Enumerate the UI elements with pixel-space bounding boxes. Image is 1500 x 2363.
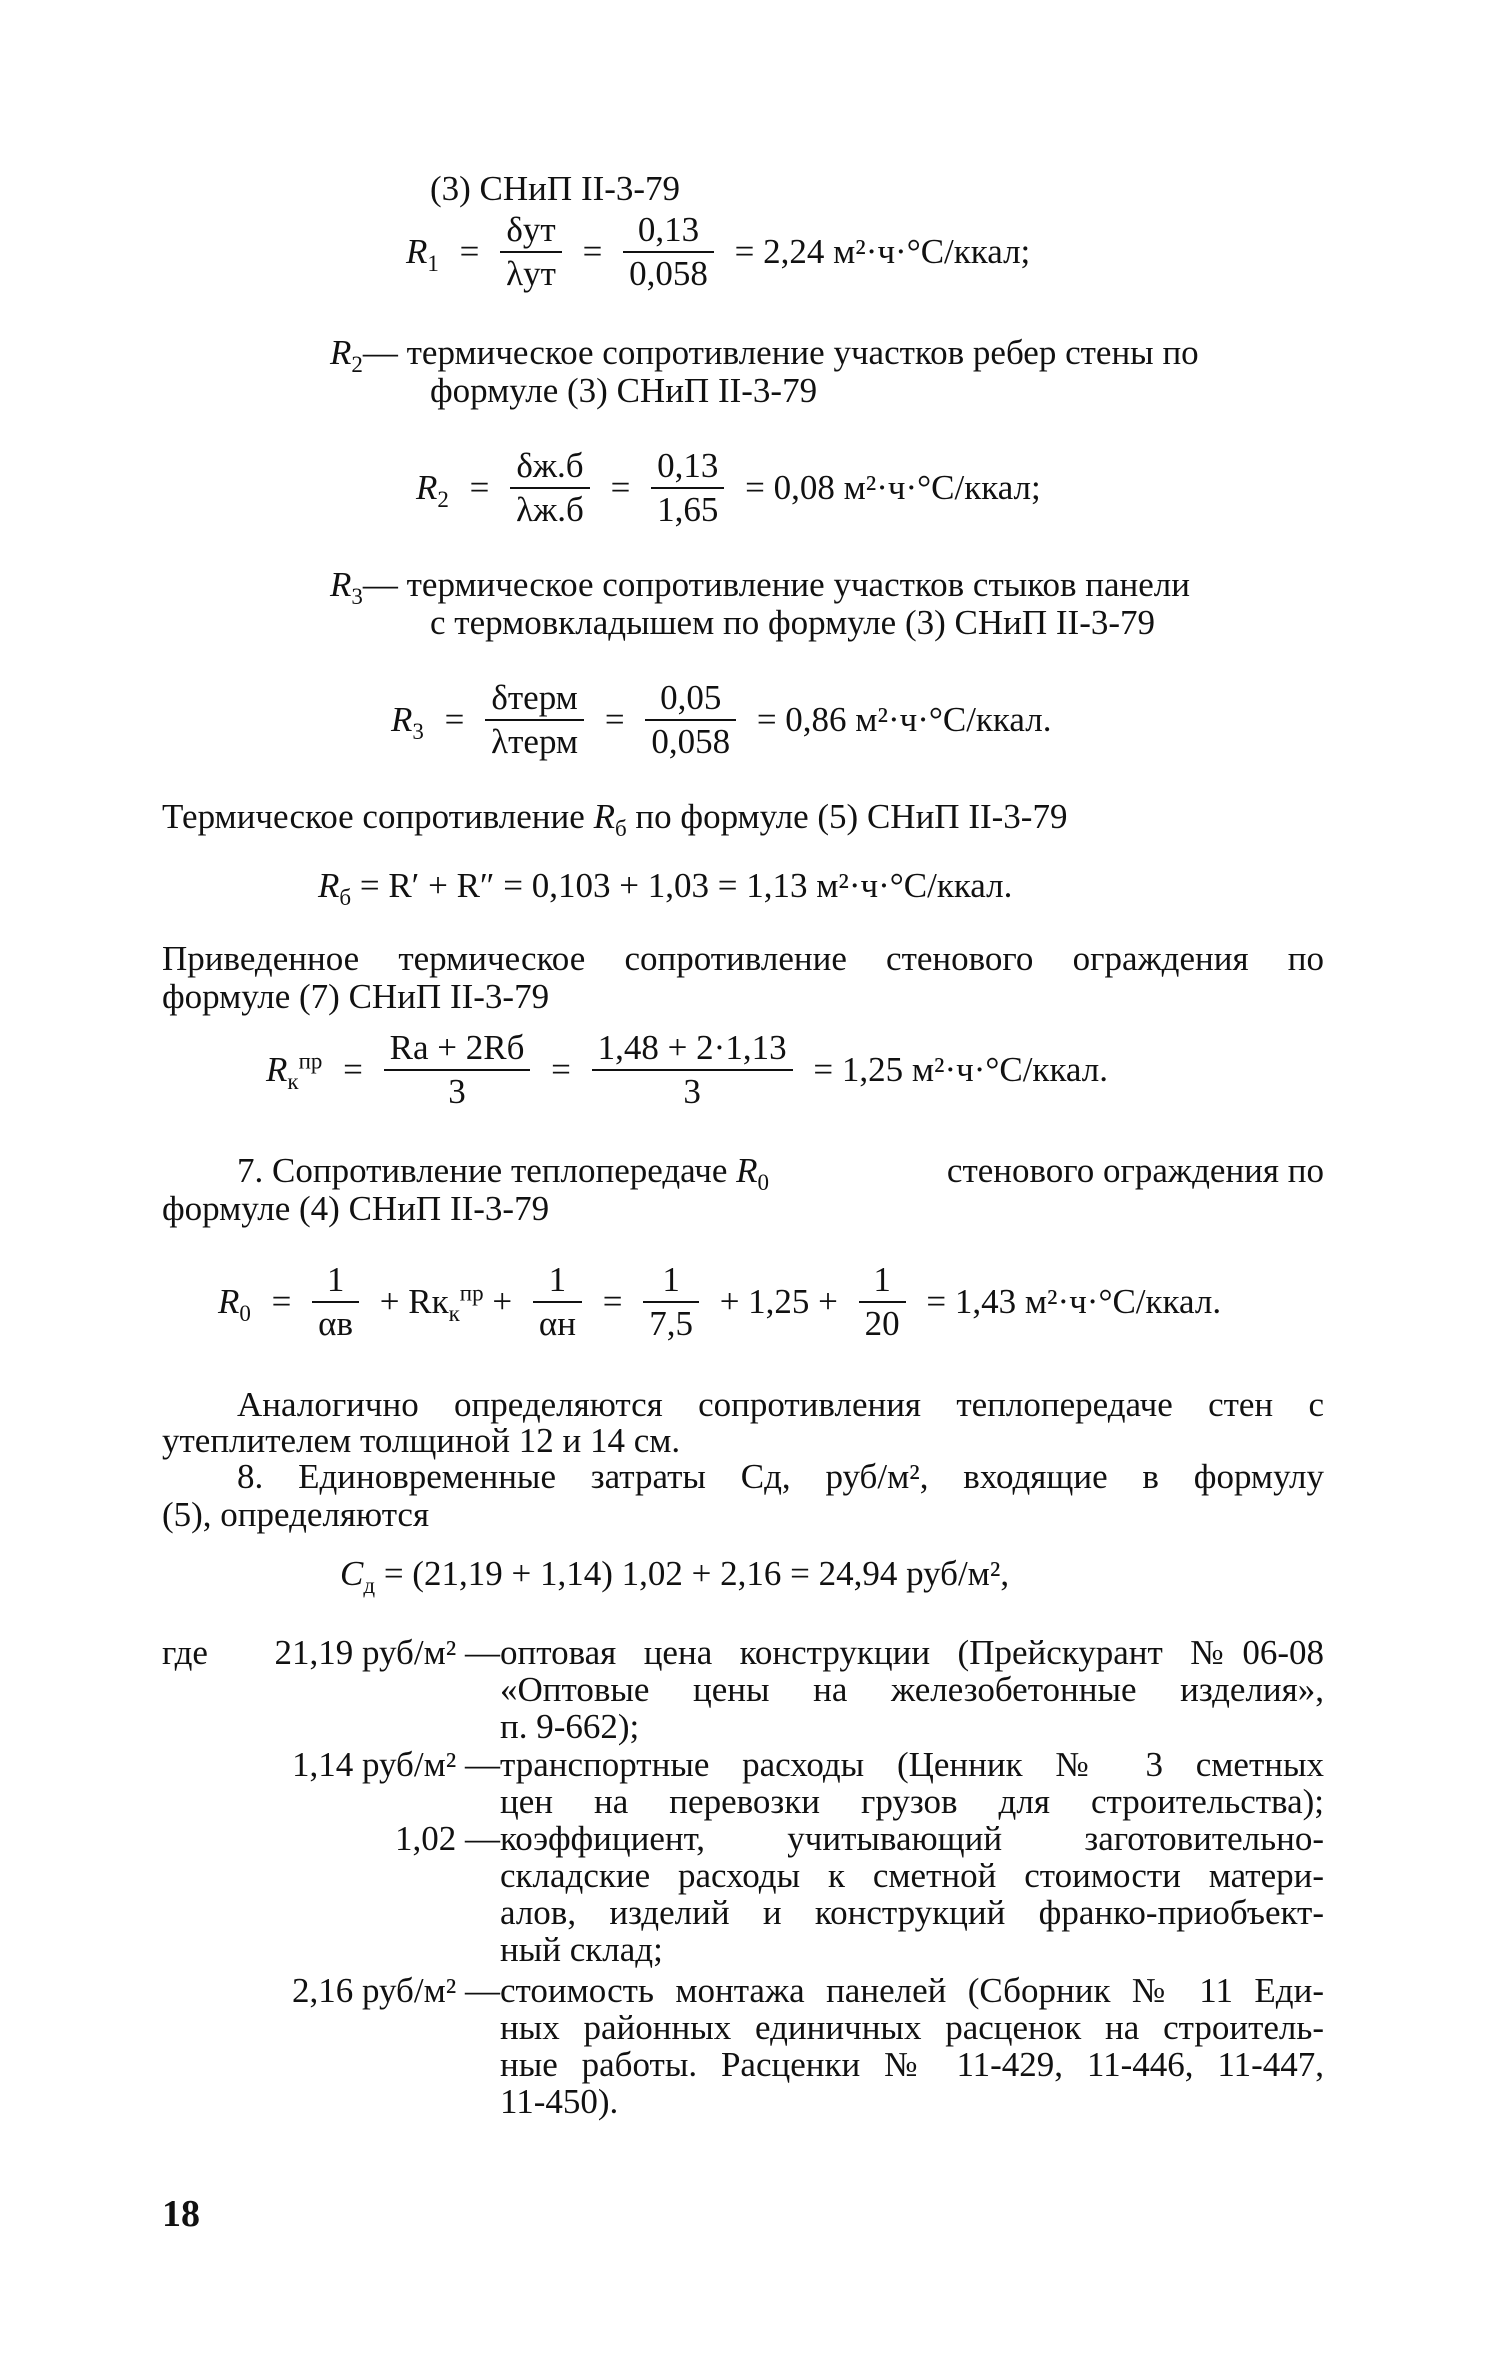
paragraph-7: 7. Сопротивление теплопередаче $R_0$ стенового ограждения по xyxy=(237,1151,1324,1195)
result: = (21,19 + 1,14) 1,02 + 2,16 = 24,94 руб/м², xyxy=(383,1554,1010,1593)
numerator: δут xyxy=(500,212,562,253)
result: = 0,86 м²·ч·°С/ккал. xyxy=(756,700,1052,739)
denominator: 0,058 xyxy=(651,722,731,761)
where-term: 2,16 руб/м² — xyxy=(291,1971,500,2010)
result: = 0,08 м²·ч·°С/ккал; xyxy=(745,468,1041,507)
text-line: утеплителем толщиной 12 и 14 см. xyxy=(162,1421,681,1460)
definition-text: — термическое сопротивление участков стыков панели xyxy=(362,565,1190,604)
where-desc: коэффициент, учитывающий заготовительно- складские расходы к сметной стоимости матери- алов, изделий и конструкций франко-приобъект- ный склад; xyxy=(500,1819,1324,1969)
formula-rk: $R_к^{пр}$ = $\frac{Rа + 2Rб}{3}$ = $\frac{1,48 + 2\cdot 1,13}{3}$ = 1,25 м²·ч·°С/ккал. xyxy=(266,1028,1108,1111)
where-desc: оптовая цена конструкции (Прейскурант №06-08 «Оптовые цены на железобетонные изделия», п. 9-662); xyxy=(500,1633,1324,1746)
denominator: λж.б xyxy=(516,490,584,529)
denominator: 3 xyxy=(683,1072,701,1111)
subscript: 1 xyxy=(427,251,439,276)
numerator: Rа + 2Rб xyxy=(384,1030,531,1071)
denominator: 1,65 xyxy=(657,490,719,529)
page-number: 18 xyxy=(162,2193,200,2235)
formula-rb: $R_б = R' + R'' = 0,103 + 1,03 = 1,13$ м²·ч·°С/ккал. xyxy=(318,866,1013,910)
formula-r0: $R_0$ = $\frac{1}{\alpha в}$ + $Rк_к^{пр}$ + $\frac{1}{\alpha н}$ = $\frac{1}{7,5}$ + 1,25 + $\frac{1}{20}$ = 1,43 м²·ч·°С/ккал. xyxy=(218,1260,1222,1343)
paragraph-8: 8. Единовременные затраты Сд, руб/м², входящие в формулу xyxy=(237,1457,1324,1496)
text-line: формуле (7) СНиП II-3-79 xyxy=(162,977,550,1016)
where-desc: стоимость монтажа панелей (Сборник № 11 Еди- ных районных единичных расценок на строитель- ные работы. Расценки № 11-429, 11-446, 11-447, 11-450). xyxy=(500,1971,1324,2121)
where-desc: транспортные расходы (Ценник № 3 сметных цен на перевозки грузов для строительства); xyxy=(500,1745,1324,1821)
where-term: 1,02 — xyxy=(395,1819,500,1858)
text-line: с термовкладышем по формуле (3) СНиП II-3-79 xyxy=(430,603,1156,642)
formula-cd: $С_д = (21,19 + 1,14) 1,02 + 2,16 = 24,94$ руб/м², xyxy=(340,1554,1010,1598)
denominator: λут xyxy=(506,254,556,293)
denominator: 0,058 xyxy=(629,254,708,293)
formula-r2: $R_2$ = $\frac{\delta ж.б}{\lambda ж.б}$ = $\frac{0,13}{1,65}$ = 0,08 м²·ч·°С/ккал; xyxy=(416,446,1041,529)
denominator: λтерм xyxy=(491,722,579,761)
var-r: R xyxy=(406,232,428,271)
numerator: 1,48 + 2·1,13 xyxy=(592,1030,793,1071)
text-line: (3) СНиП II-3-79 xyxy=(430,169,681,208)
result: = 2,24 м²·ч·°С/ккал; xyxy=(734,232,1031,271)
definition-r3: $R_3—$ термическое сопротивление участков стыков панели xyxy=(330,565,1190,609)
result: = 1,43 м²·ч·°С/ккал. xyxy=(926,1282,1222,1321)
definition-r2: $R_2—$ термическое сопротивление участков ребер стены по xyxy=(330,333,1199,377)
formula-r3: $R_3$ = $\frac{\text{δтерм}}{\text{λтерм}}$ = $\frac{0,05}{0,058}$ = 0,86 м²·ч·°С/ккал. xyxy=(391,678,1052,761)
text-line: формуле (3) СНиП II-3-79 xyxy=(430,371,818,410)
definition-text: — термическое сопротивление участков ребер стены по xyxy=(362,333,1199,372)
numerator: 0,13 xyxy=(651,448,724,489)
text-line: (5), определяются xyxy=(162,1495,430,1534)
paragraph-rk: Приведенное термическое сопротивление стенового ограждения по xyxy=(162,939,1324,978)
where-term: 21,19 руб/м² — xyxy=(274,1633,500,1672)
result: = 1,25 м²·ч·°С/ккал. xyxy=(813,1050,1108,1089)
denominator: 3 xyxy=(448,1072,466,1111)
numerator: 0,13 xyxy=(623,212,714,253)
numerator: δтерм xyxy=(485,680,584,721)
paragraph-analog: Аналогично определяются сопротивления теплопередаче стен с xyxy=(237,1385,1324,1424)
where-term: 1,14 руб/м² — xyxy=(291,1745,500,1784)
numerator: 0,05 xyxy=(645,680,736,721)
text-line: формуле (4) СНиП II-3-79 xyxy=(162,1189,550,1228)
formula-r1: $R_1$ = $\frac{\text{δут}}{\text{λут}}$ = $\frac{0,13}{0,058}$ = 2,24 м²·ч·°С/ккал; xyxy=(406,210,1031,293)
where-lead: где xyxy=(162,1633,208,1672)
paragraph-rb: Термическое сопротивление $R_б$ по формуле (5) СНиП II-3-79 xyxy=(162,797,1068,841)
result: = R′ + R″ = 0,103 + 1,03 = 1,13 м²·ч·°С/ккал. xyxy=(359,866,1013,905)
numerator: δж.б xyxy=(510,448,590,489)
